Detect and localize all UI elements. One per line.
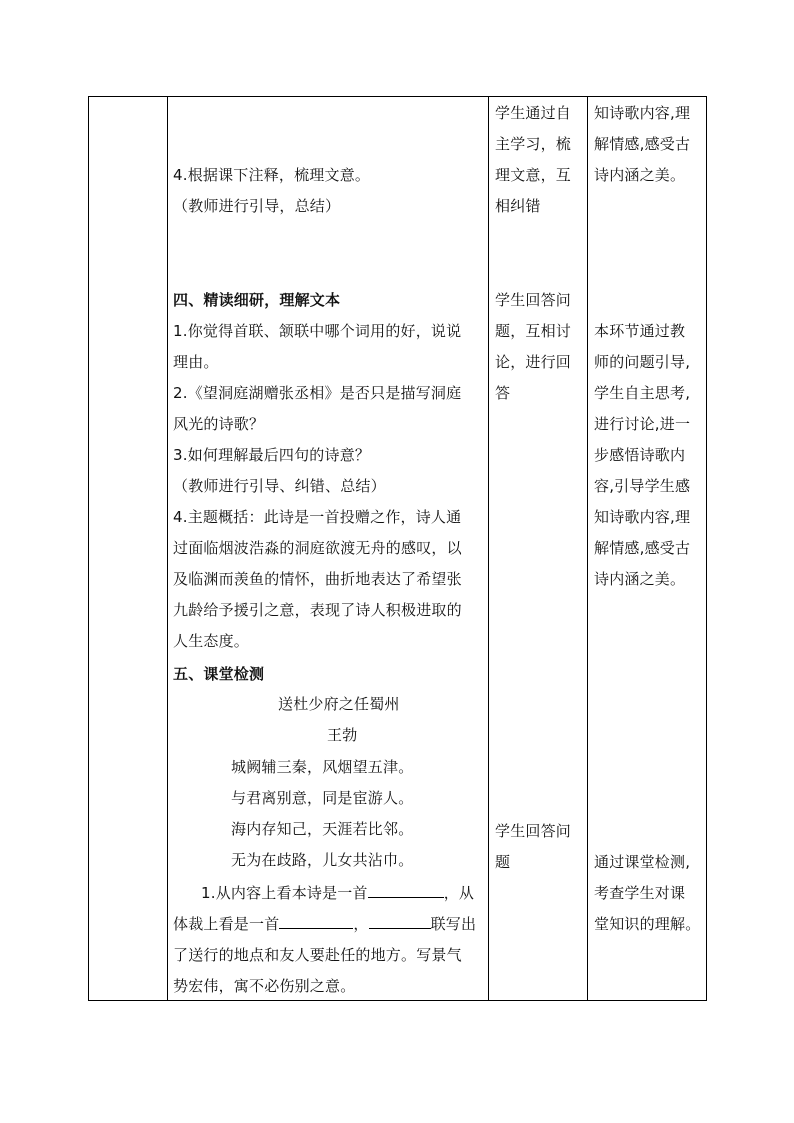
theme-line-5: 人生态度。 — [173, 632, 250, 650]
intent-5-line3: 堂知识的理解。 — [594, 915, 701, 933]
intent-5-line1: 通过课堂检测, — [594, 853, 691, 871]
exercise-q1-line3: 了送行的地点和友人要赴任的地方。写景气 — [173, 946, 462, 964]
question-1-line2: 理由。 — [173, 353, 219, 371]
intent-3-line3: 诗内涵之美。 — [594, 166, 686, 184]
theme-line-2: 过面临烟波浩淼的洞庭欲渡无舟的感叹，以 — [173, 539, 462, 557]
column-divider-2 — [488, 96, 489, 1001]
poem-author: 王勃 — [327, 726, 358, 744]
intent-4-line7: 知诗歌内容,理 — [594, 508, 691, 526]
exercise-q1-text-a: 1.从内容上看本诗是一首 — [201, 884, 368, 902]
intent-4-line9: 诗内涵之美。 — [594, 570, 686, 588]
table-border-bottom — [88, 1000, 707, 1001]
poem-title: 送杜少府之任蜀州 — [278, 695, 400, 713]
section-heading-4: 四、精读细研，理解文本 — [173, 291, 341, 309]
student-activity-4-line3: 论，进行回 — [495, 353, 572, 371]
poem-line-4: 无为在歧路，儿女共沾巾。 — [231, 851, 414, 869]
student-activity-3-line4: 相纠错 — [495, 197, 541, 215]
student-activity-3-line1: 学生通过自 — [495, 104, 572, 122]
theme-line-3: 及临渊而羡鱼的情怀，曲折地表达了希望张 — [173, 570, 462, 588]
exercise-q1-text-b: ，从 — [443, 884, 475, 902]
exercise-q1-text-c: 体裁上看是一首 — [173, 915, 280, 933]
exercise-q1-line4: 势宏伟，寓不必伤别之意。 — [173, 977, 356, 995]
intent-4-line4: 进行讨论,进一 — [594, 415, 691, 433]
answer-blank-2 — [279, 914, 353, 929]
intent-3-line1: 知诗歌内容,理 — [594, 104, 691, 122]
answer-blank-3 — [369, 914, 431, 929]
student-activity-5-line2: 题 — [495, 853, 511, 871]
exercise-q1-text-d: ， — [353, 915, 369, 933]
step4-text: 4.根据课下注释，梳理文意。 — [173, 166, 371, 184]
intent-4-line3: 学生自主思考, — [594, 384, 691, 402]
intent-4-line5: 步感悟诗歌内 — [594, 446, 686, 464]
teacher-note-2: （教师进行引导、纠错、总结） — [173, 477, 386, 495]
exercise-q1-line1 — [201, 883, 474, 903]
student-activity-5-line1: 学生回答问 — [495, 822, 572, 840]
question-2-line2: 风光的诗歌？ — [173, 415, 265, 433]
table-border-left — [88, 96, 89, 1001]
question-1-line1: 1.你觉得首联、颔联中哪个词用的好，说说 — [173, 322, 462, 340]
intent-4-line6: 容,引导学生感 — [594, 477, 691, 495]
column-divider-3 — [587, 96, 588, 1001]
intent-4-line1: 本环节通过教 — [594, 322, 686, 340]
question-3: 3.如何理解最后四句的诗意？ — [173, 446, 371, 464]
exercise-q1-line2 — [173, 914, 476, 934]
intent-4-line8: 解情感,感受古 — [594, 539, 691, 557]
section-heading-5: 五、课堂检测 — [173, 665, 265, 683]
student-activity-3-line3: 理文意，互 — [495, 166, 572, 184]
student-activity-4-line2: 题，互相讨 — [495, 322, 572, 340]
table-border-top — [88, 96, 707, 97]
teacher-note: （教师进行引导，总结） — [173, 197, 341, 215]
question-2-line1: 2.《望洞庭湖赠张丞相》是否只是描写洞庭 — [173, 384, 462, 402]
theme-line-1: 4.主题概括：此诗是一首投赠之作，诗人通 — [173, 508, 462, 526]
intent-5-line2: 考查学生对课 — [594, 884, 686, 902]
answer-blank-1 — [368, 883, 444, 898]
column-divider-1 — [167, 96, 168, 1001]
student-activity-4-line1: 学生回答问 — [495, 291, 572, 309]
student-activity-3-line2: 主学习，梳 — [495, 135, 572, 153]
poem-line-2: 与君离别意，同是宦游人。 — [231, 789, 414, 807]
poem-line-3: 海内存知己，天涯若比邻。 — [231, 820, 414, 838]
table-border-right — [706, 96, 707, 1001]
theme-line-4: 九龄给予援引之意，表现了诗人积极进取的 — [173, 601, 462, 619]
poem-line-1: 城阙辅三秦，风烟望五津。 — [231, 758, 414, 776]
exercise-q1-text-e: 联写出 — [430, 915, 477, 933]
student-activity-4-line4: 答 — [495, 384, 511, 402]
intent-3-line2: 解情感,感受古 — [594, 135, 691, 153]
intent-4-line2: 师的问题引导, — [594, 353, 691, 371]
